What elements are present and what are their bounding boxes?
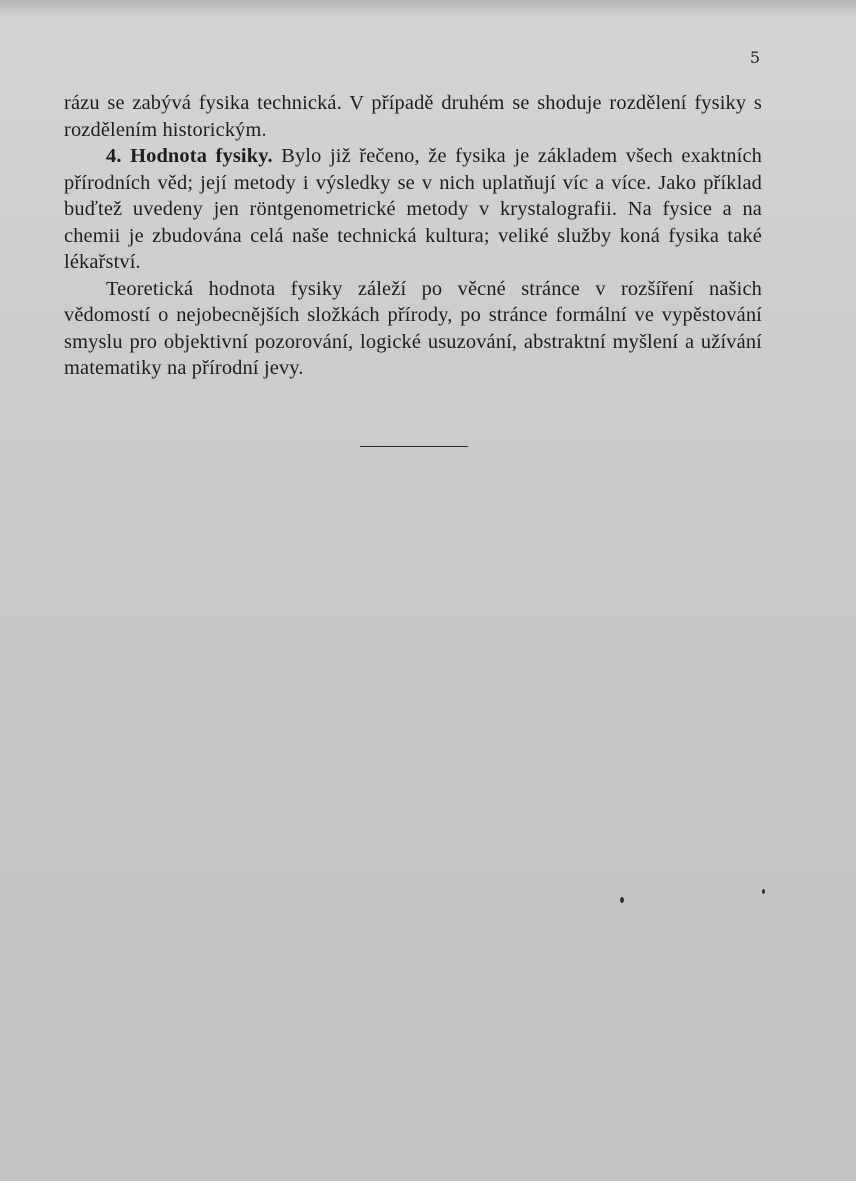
paragraph-value-of-physics xyxy=(64,143,762,276)
page-edge-shadow xyxy=(0,0,856,18)
print-speck xyxy=(762,889,765,894)
section-end-rule xyxy=(360,446,468,447)
page-number: 5 xyxy=(749,48,761,67)
body-text xyxy=(64,90,762,382)
section-heading: 4. Hodnota fysiky. xyxy=(106,145,273,167)
paragraph-theoretical-value: Teoretická hodnota fysiky záleží po věcné stránce v rozšíření našich vědomostí o nejobecnějších složkách přírody, po stránce formální ve vypěstování smyslu pro objektivní pozorování, logické usuzování, abstraktní myšlení a užívání matematiky na přírodní jevy. xyxy=(64,277,762,379)
paragraph-continuation: rázu se zabývá fysika technická. V případě druhém se shoduje rozdělení fysiky s rozdělením historickým. xyxy=(64,92,762,141)
print-speck xyxy=(620,897,624,903)
paragraph-body: Bylo již řečeno, že fysika je základem všech exaktních přírodních věd; její metody i výsledky se v nich uplatňují víc a více. Jako příklad buďtež uvedeny jen röntgenometrické metody v krystalografii. Na fysice a na chemii je zbudována celá naše technická kultura; veliké služby koná fysika také lékařství. xyxy=(64,145,762,273)
